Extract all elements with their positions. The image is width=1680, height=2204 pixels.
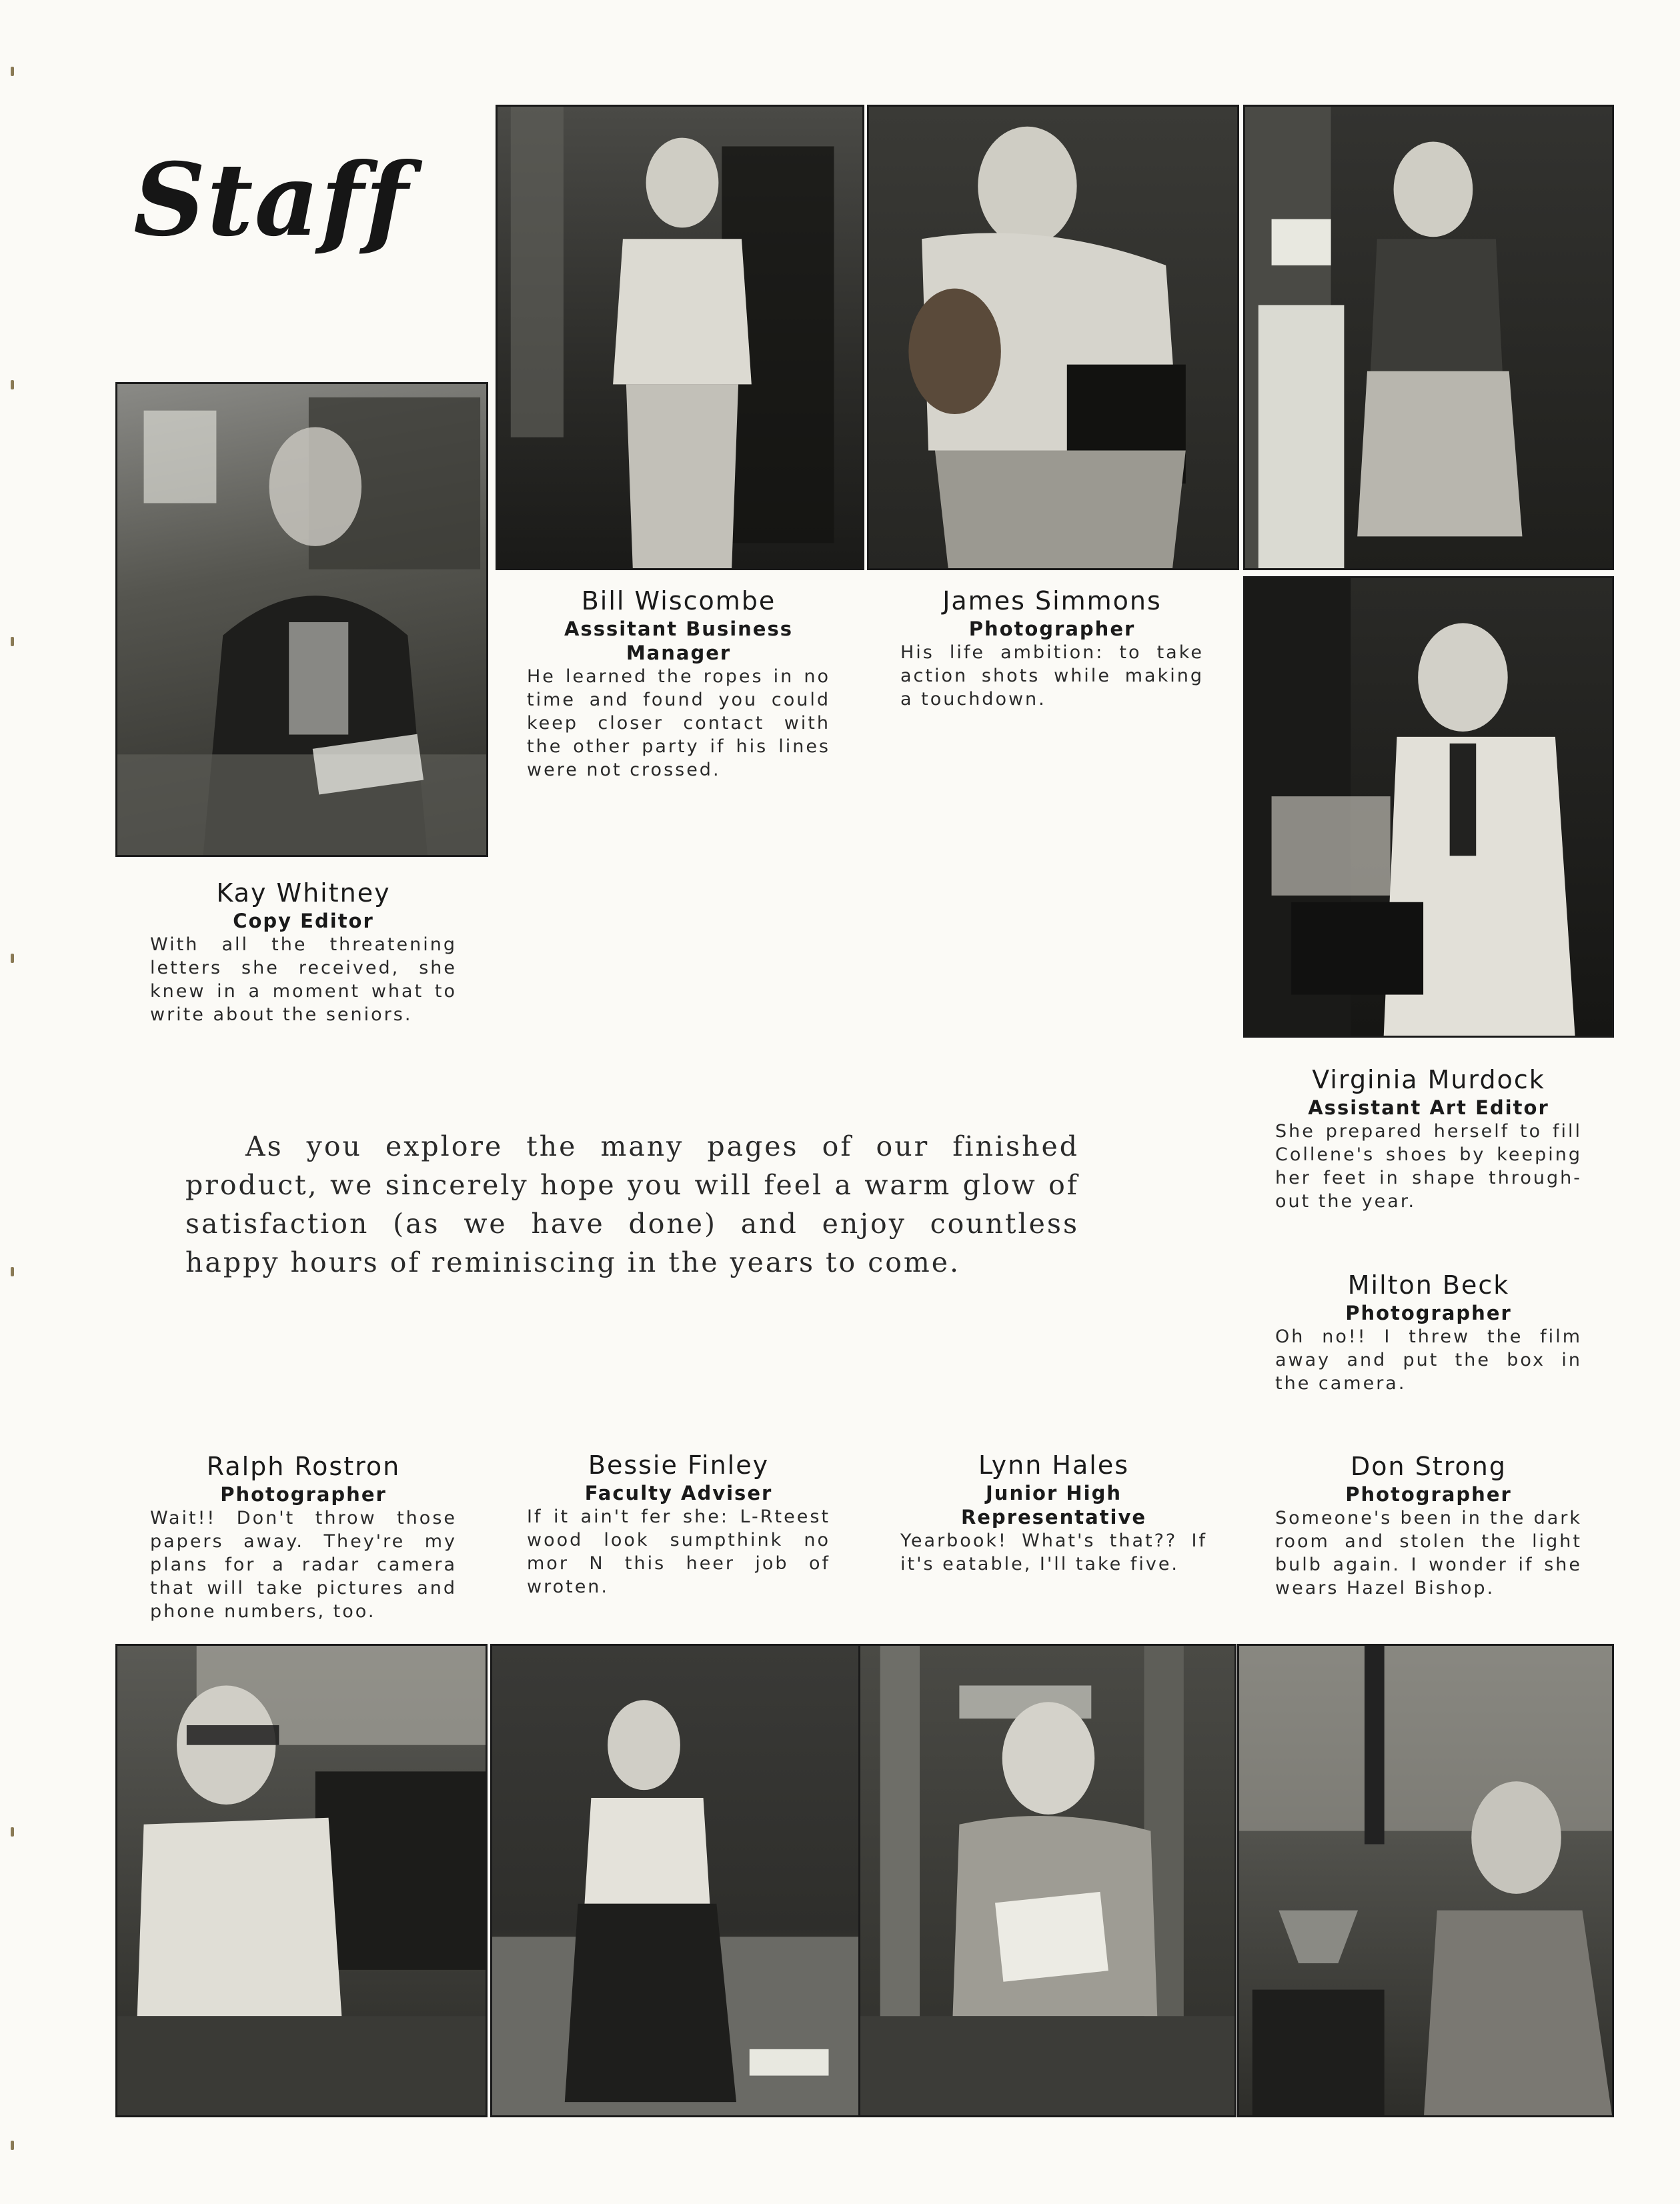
staff-caption: She prepared herself to fill Collene's shoes by keeping her feet in shape through-out the year. <box>1275 1121 1582 1212</box>
staff-name: Bill Wiscombe <box>581 586 776 616</box>
photo-don-strong <box>1237 1644 1614 2117</box>
staff-role: Photographer <box>220 1483 387 1506</box>
binding-mark <box>11 67 14 76</box>
staff-name: James Simmons <box>942 586 1162 616</box>
photo-james-simmons <box>867 105 1239 570</box>
staff-name: Lynn Hales <box>978 1450 1129 1480</box>
binding-mark <box>11 380 14 389</box>
staff-name: Bessie Finley <box>588 1450 770 1480</box>
bio-kay-whitney <box>150 877 457 1026</box>
bio-bill-wiscombe <box>527 585 830 782</box>
bio-bessie-finley <box>527 1449 830 1598</box>
binding-mark <box>11 2141 14 2150</box>
staff-role: Photographer <box>1345 1302 1512 1324</box>
staff-caption: His life ambition: to take action shots while making a touchdown. <box>900 642 1204 710</box>
staff-name: Kay Whitney <box>216 878 391 908</box>
staff-name: Don Strong <box>1351 1452 1507 1481</box>
staff-role: Copy Editor <box>233 910 374 932</box>
bio-don-strong <box>1275 1450 1582 1600</box>
photo-kay-whitney <box>115 382 488 857</box>
staff-caption: He learned the ropes in no time and found you could keep closer contact with the other party if his lines were not crossed. <box>527 666 830 780</box>
photo-virginia-murdock <box>1243 105 1614 570</box>
bio-james-simmons <box>900 585 1204 711</box>
staff-caption: Oh no!! I threw the film away and put the box in the camera. <box>1275 1326 1582 1394</box>
staff-name: Virginia Murdock <box>1312 1065 1545 1094</box>
closing-paragraph: As you explore the many pages of our finished product, we sincerely hope you will feel a warm glow of satisfaction (as we have done) and enjoy countless happy hours of reminiscing in the years to come. <box>185 1130 1079 1278</box>
staff-role: Photographer <box>968 618 1136 640</box>
bio-ralph-rostron <box>150 1450 457 1623</box>
staff-name: Milton Beck <box>1347 1270 1510 1300</box>
staff-caption: Wait!! Don't throw those papers away. They're my plans for a radar camera that will take pictures and phone numbers, too. <box>150 1508 457 1622</box>
staff-role: Photographer <box>1345 1483 1512 1506</box>
staff-role: Junior High Representative <box>960 1482 1147 1528</box>
bio-virginia-murdock <box>1275 1064 1582 1213</box>
staff-role: Asssitant Business Manager <box>564 618 793 664</box>
page-title: Staff <box>133 141 409 259</box>
binding-mark <box>11 1827 14 1837</box>
photo-lynn-hales <box>858 1644 1236 2117</box>
staff-caption: Yearbook! What's that?? If it's eatable, I'll take five. <box>900 1530 1207 1574</box>
staff-caption: Someone's been in the dark room and stolen the light bulb again. I wonder if she wears Hazel Bishop. <box>1275 1508 1582 1598</box>
staff-role: Assistant Art Editor <box>1308 1096 1549 1119</box>
bio-lynn-hales <box>900 1449 1207 1576</box>
photo-milton-beck <box>1243 576 1614 1038</box>
staff-caption: If it ain't fer she: L-Rteest wood look sumpthink no mor N this heer job of wroten. <box>527 1506 830 1597</box>
bio-milton-beck <box>1275 1269 1582 1395</box>
photo-bill-wiscombe <box>496 105 864 570</box>
staff-role: Faculty Adviser <box>584 1482 773 1504</box>
photo-bessie-finley <box>490 1644 860 2117</box>
binding-mark <box>11 637 14 646</box>
photo-ralph-rostron <box>115 1644 488 2117</box>
binding-mark <box>11 954 14 963</box>
staff-caption: With all the threatening letters she received, she knew in a moment what to write about the seniors. <box>150 934 457 1025</box>
binding-mark <box>11 1267 14 1276</box>
staff-name: Ralph Rostron <box>206 1452 401 1481</box>
